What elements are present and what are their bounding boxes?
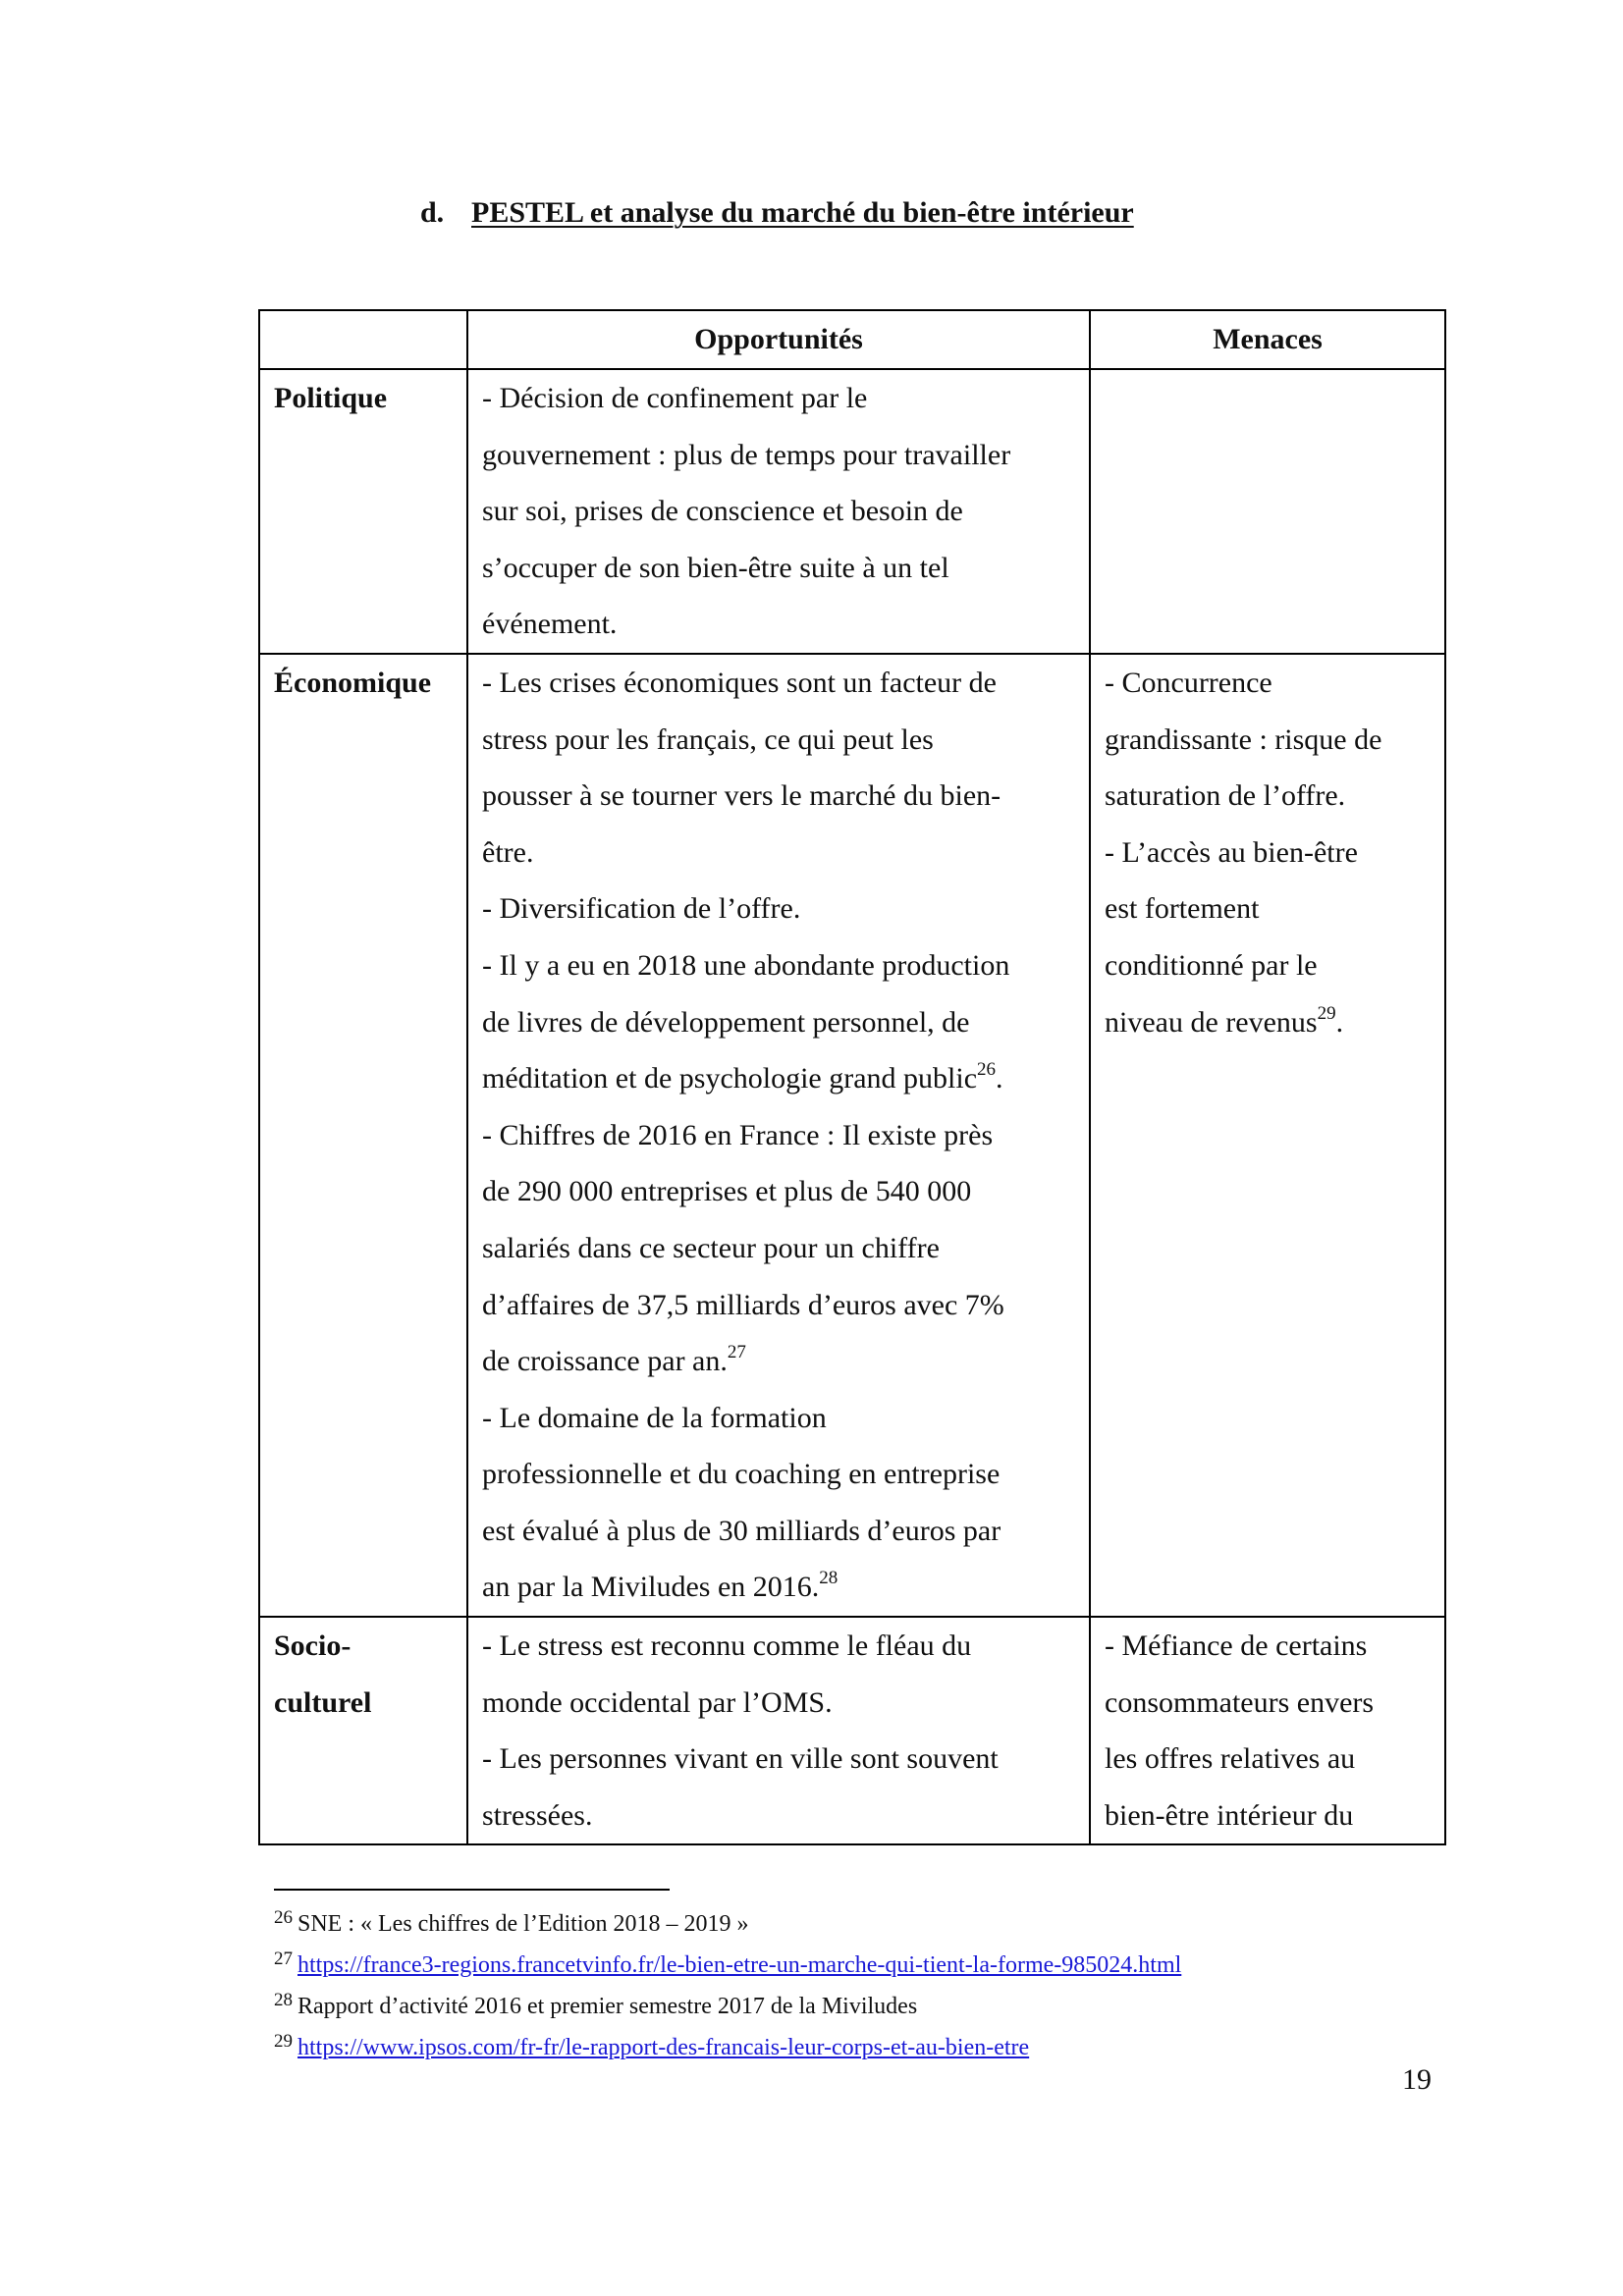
- cell-text-line: [274, 370, 455, 427]
- footnote-text: SNE : « Les chiffres de l’Edition 2018 – 2019 »: [298, 1911, 749, 1937]
- table-header-row: [259, 310, 1445, 369]
- header-empty-cell: [259, 310, 467, 369]
- cell-text: - Méfiance de certains: [1105, 1629, 1368, 1663]
- cell-text: grandissante : risque de: [1105, 722, 1382, 756]
- cell-text-line: [482, 1163, 1077, 1220]
- cell-text-line: [482, 994, 1077, 1051]
- cell-text-line: [482, 825, 1077, 881]
- footnote-reference[interactable]: 27: [727, 1342, 746, 1363]
- cell-text-line: [1105, 1675, 1433, 1732]
- cell-text: - Il y a eu en 2018 une abondante production: [482, 948, 1010, 982]
- cell-text-line: [482, 596, 1077, 653]
- cell-text-line: [482, 370, 1077, 427]
- cell-text: Économique: [274, 666, 432, 699]
- footnote: [274, 1946, 1181, 1987]
- cell-text-line: [482, 1277, 1077, 1334]
- footnote-reference[interactable]: 28: [819, 1568, 839, 1589]
- cell-text: Politique: [274, 382, 388, 414]
- footnote-number: 28: [274, 1990, 293, 2010]
- cell-text-line: [1105, 937, 1433, 994]
- table-row: [259, 369, 1445, 654]
- cell-text: de livres de développement personnel, de: [482, 1005, 970, 1039]
- footnote: [274, 1904, 1181, 1946]
- cell-text: Socio-: [274, 1629, 352, 1663]
- table-row: [259, 1617, 1445, 1844]
- footnote-link[interactable]: https://www.ipsos.com/fr-fr/le-rapport-des-francais-leur-corps-et-au-bien-etre: [298, 2035, 1030, 2060]
- footnotes: [274, 1904, 1181, 2069]
- cell-text-line: [1105, 994, 1433, 1051]
- cell-text: - Les personnes vivant en ville sont souvent: [482, 1742, 999, 1776]
- opportunities-cell: [467, 369, 1090, 654]
- cell-text: s’occuper de son bien-être suite à un tel: [482, 551, 949, 584]
- cell-text: événement.: [482, 608, 618, 641]
- cell-text-line: [482, 483, 1077, 540]
- cell-text: d’affaires de 37,5 milliards d’euros avec 7%: [482, 1288, 1004, 1321]
- page-number: 19: [1402, 2063, 1432, 2096]
- cell-text: - Décision de confinement par le: [482, 382, 868, 414]
- header-opportunities: Opportunités: [467, 310, 1090, 369]
- cell-text: être.: [482, 835, 534, 869]
- pestel-table: [258, 309, 1446, 1845]
- cell-text: conditionné par le: [1105, 948, 1318, 982]
- cell-text-line: [482, 937, 1077, 994]
- cell-text-line: [1105, 1788, 1433, 1844]
- cell-text: monde occidental par l’OMS.: [482, 1685, 833, 1719]
- cell-text-line: [482, 1333, 1077, 1390]
- section-title: PESTEL et analyse du marché du bien-être intérieur: [471, 196, 1134, 229]
- cell-text-line: [482, 1220, 1077, 1277]
- opportunities-cell: [467, 1617, 1090, 1844]
- cell-text-line: [482, 1559, 1077, 1616]
- footnote-separator: [274, 1889, 670, 1891]
- opportunities-cell: [467, 654, 1090, 1617]
- cell-text: pousser à se tourner vers le marché du bien-: [482, 779, 1001, 813]
- footnote: [274, 1987, 1181, 2028]
- cell-text: sur soi, prises de conscience et besoin de: [482, 495, 963, 528]
- cell-text-line: [482, 1731, 1077, 1788]
- cell-text-line: [482, 881, 1077, 937]
- cell-text-line: [482, 540, 1077, 597]
- cell-text: saturation de l’offre.: [1105, 779, 1346, 813]
- cell-text: de croissance par an.: [482, 1345, 728, 1378]
- cell-text-line: [482, 655, 1077, 712]
- cell-text-line: [482, 1107, 1077, 1164]
- cell-text: salariés dans ce secteur pour un chiffre: [482, 1231, 940, 1264]
- footnote-link[interactable]: https://france3-regions.francetvinfo.fr/le-bien-etre-un-marche-qui-tient-la-forme-985024.html: [298, 1952, 1182, 1978]
- table-row: [259, 654, 1445, 1617]
- cell-text: - Chiffres de 2016 en France : Il existe près: [482, 1118, 994, 1151]
- footnote-number: 27: [274, 1949, 293, 1969]
- cell-text-line: [274, 1675, 455, 1732]
- cell-text-line: [1105, 712, 1433, 769]
- row-category: [259, 369, 467, 654]
- cell-text: consommateurs envers: [1105, 1685, 1375, 1719]
- cell-text: stress pour les français, ce qui peut les: [482, 722, 934, 756]
- cell-text: - L’accès au bien-être: [1105, 835, 1358, 869]
- trailing-punctuation: .: [996, 1062, 1003, 1095]
- cell-text: - Le domaine de la formation: [482, 1401, 827, 1434]
- cell-text-line: [482, 1503, 1077, 1560]
- cell-text: an par la Miviludes en 2016.: [482, 1571, 820, 1604]
- footnote-text: Rapport d’activité 2016 et premier semestre 2017 de la Miviludes: [298, 1994, 918, 2019]
- cell-text-line: [274, 655, 455, 712]
- row-category: [259, 1617, 467, 1844]
- cell-text-line: [482, 1675, 1077, 1732]
- cell-text: stressées.: [482, 1798, 593, 1832]
- cell-text: - Concurrence: [1105, 666, 1272, 699]
- cell-text-line: [1105, 768, 1433, 825]
- threats-cell: [1090, 1617, 1445, 1844]
- cell-text-line: [482, 1050, 1077, 1107]
- cell-text-line: [1105, 825, 1433, 881]
- footnote-number: 29: [274, 2031, 293, 2052]
- cell-text: - Le stress est reconnu comme le fléau du: [482, 1629, 972, 1663]
- cell-text-line: [482, 1788, 1077, 1844]
- footnote-reference[interactable]: 26: [977, 1059, 997, 1081]
- cell-text: - Les crises économiques sont un facteur de: [482, 666, 997, 699]
- header-threats: Menaces: [1090, 310, 1445, 369]
- cell-text-line: [1105, 1731, 1433, 1788]
- trailing-punctuation: .: [1335, 1005, 1344, 1039]
- threats-cell: [1090, 369, 1445, 654]
- row-category: [259, 654, 467, 1617]
- cell-text: niveau de revenus: [1105, 1005, 1318, 1039]
- cell-text-line: [482, 768, 1077, 825]
- footnote-number: 26: [274, 1907, 293, 1928]
- cell-text-line: [482, 1618, 1077, 1675]
- threats-cell: [1090, 654, 1445, 1617]
- cell-text: est évalué à plus de 30 milliards d’euros par: [482, 1514, 1001, 1547]
- cell-text-line: [1105, 655, 1433, 712]
- cell-text: - Diversification de l’offre.: [482, 892, 801, 926]
- cell-text-line: [274, 1618, 455, 1675]
- cell-text: méditation et de psychologie grand public: [482, 1062, 978, 1095]
- cell-text-line: [482, 712, 1077, 769]
- footnote-reference[interactable]: 29: [1317, 1002, 1336, 1024]
- cell-text: professionnelle et du coaching en entreprise: [482, 1458, 1001, 1491]
- cell-text-line: [482, 1446, 1077, 1503]
- cell-text-line: [482, 1390, 1077, 1447]
- section-number: d.: [420, 196, 445, 229]
- footnote: [274, 2028, 1181, 2069]
- cell-text: de 290 000 entreprises et plus de 540 000: [482, 1175, 972, 1208]
- cell-text: gouvernement : plus de temps pour travailler: [482, 438, 1011, 471]
- cell-text-line: [1105, 881, 1433, 937]
- cell-text-line: [1105, 1618, 1433, 1675]
- cell-text: culturel: [274, 1685, 372, 1719]
- section-heading: [420, 192, 1134, 234]
- cell-text: est fortement: [1105, 892, 1260, 926]
- cell-text-line: [482, 427, 1077, 484]
- cell-text: les offres relatives au: [1105, 1742, 1356, 1776]
- cell-text: bien-être intérieur du: [1105, 1798, 1354, 1832]
